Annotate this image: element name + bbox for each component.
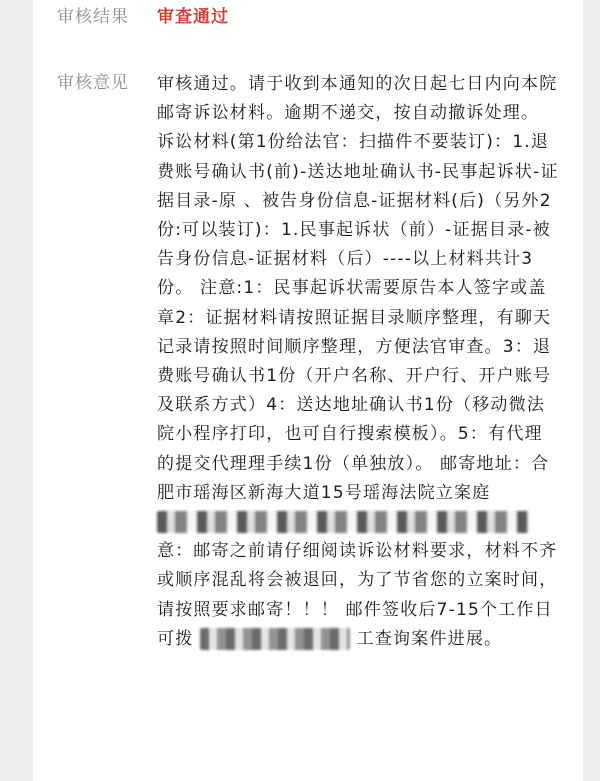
opinion-text-part-3: 工查询案件进展。 (356, 628, 503, 649)
review-result-label: 审核结果 (57, 7, 129, 27)
review-result-value: 审查通过 (157, 7, 229, 27)
review-card (33, 0, 583, 781)
redacted-number-block (200, 628, 350, 650)
redacted-phone-block (157, 511, 529, 533)
review-opinion-row (57, 70, 559, 654)
review-opinion-text (157, 70, 559, 654)
opinion-text-part-1: 审核通过。请于收到本通知的次日起七日内向本院邮寄诉讼材料。逾期不递交，按自动撤诉处理。 诉讼材料(第1份给法官：扫描件不要装订)：1.退费账号确认书(前)-送达地址确认书-民事起诉状-证据目录-原 、被告身份信息-证据材料(后)（另外2份:可以装订)：1.民事起诉状（前）-证据目录-被告身份信息-证据材料（后）----以上材料共计3份。 注意:1：民事起诉状需要原告本人签字或盖章2：证据材料请按照证据目录顺序整理，有聊天记录请按照时间顺序整理，方便法官审查。3：退费账号确认书1份（开户名称、开户行、开户账号及联系方式）4：送达地址确认书1份（移动微法院小程序打印，也可自行搜索模板）。5：有代理的提交代理理手续1份（单独放）。 邮寄地址：合肥市瑶海区新海大道15号瑶海法院立案庭 (157, 74, 559, 503)
review-result-row (57, 4, 559, 30)
opinion-text-part-2: 意：邮寄之前请仔细阅读诉讼材料要求，材料不齐或顺序混乱将会被退回，为了节省您的立案时间，请按照要求邮寄！！！ 邮件签收后7-15个工作日可拨 (157, 541, 558, 649)
review-opinion-label: 审核意见 (57, 73, 129, 93)
